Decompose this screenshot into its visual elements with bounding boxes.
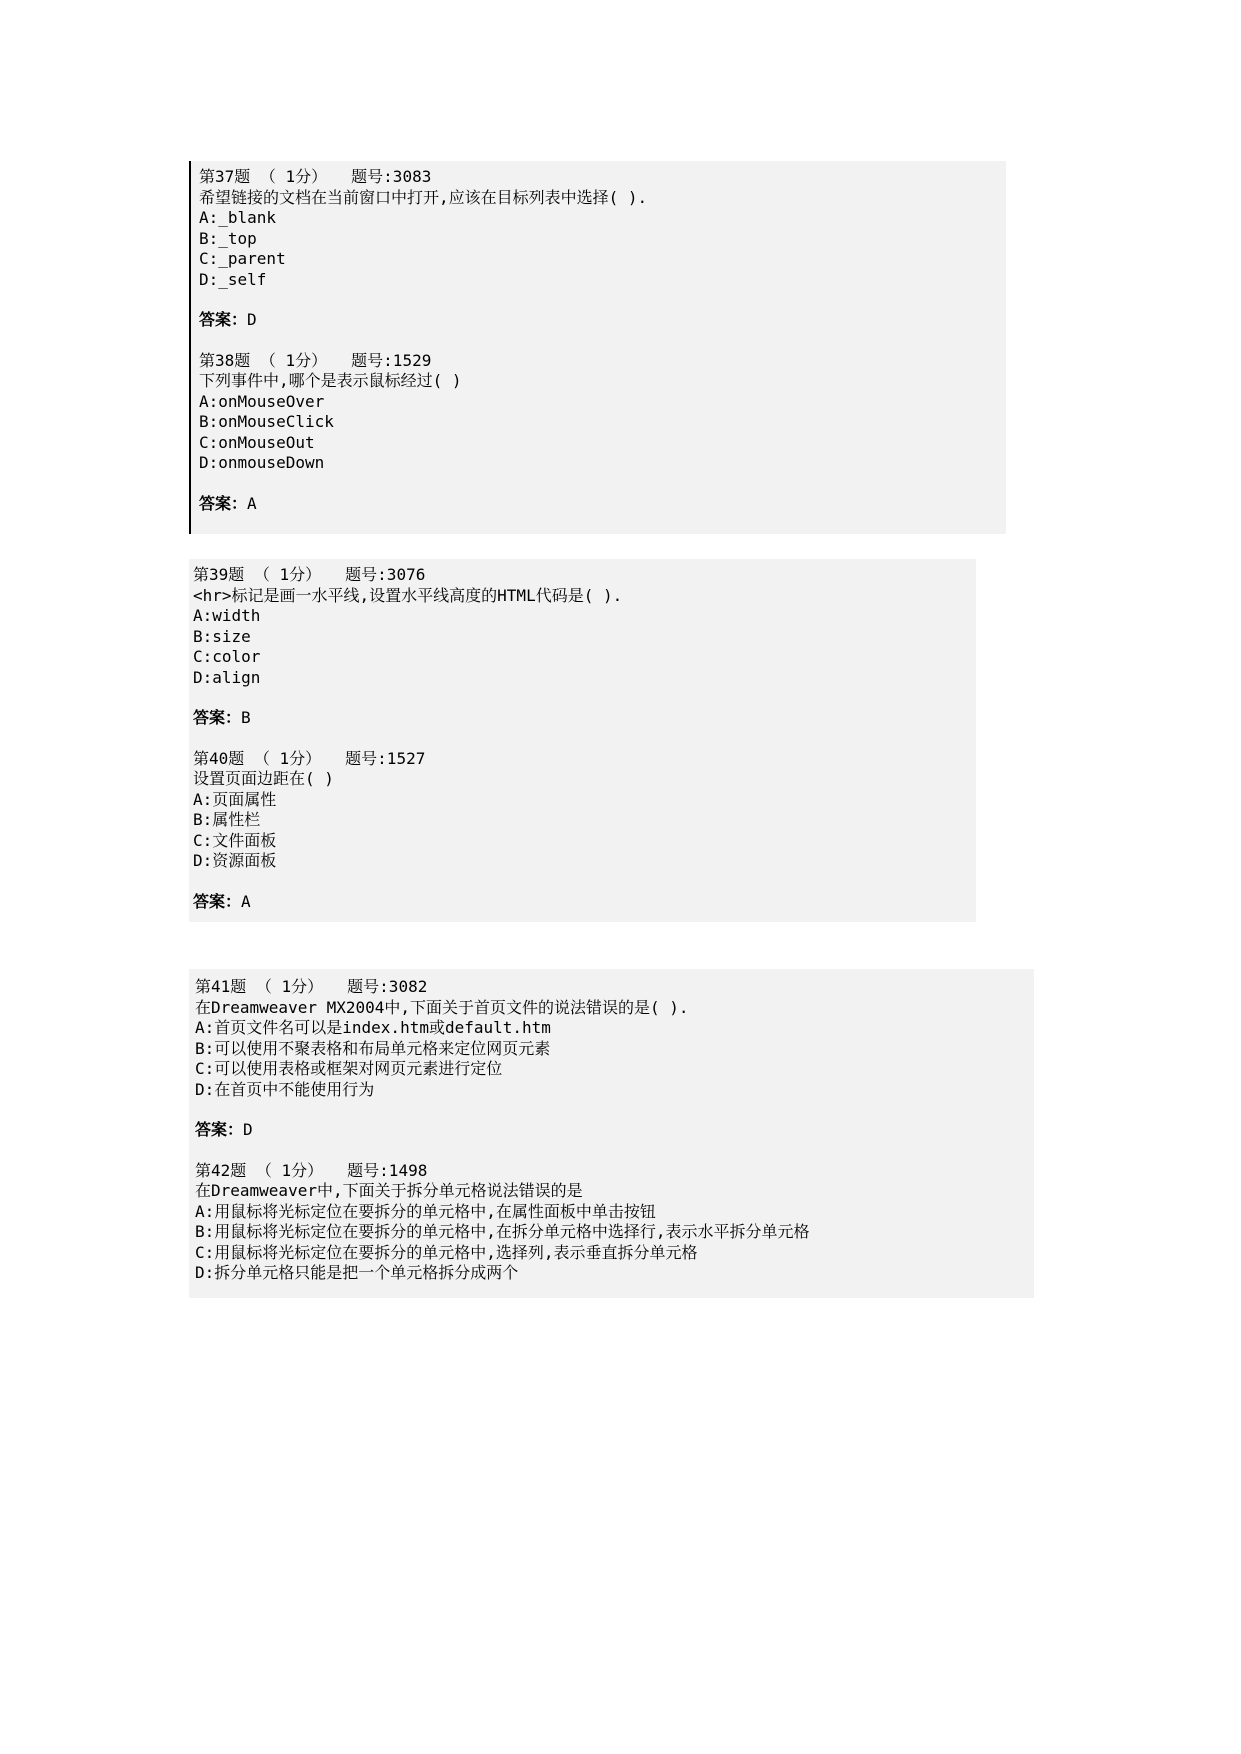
answer-label: 答案： <box>199 310 248 329</box>
answer-value: D <box>243 1120 253 1139</box>
question-panel <box>189 969 1034 1298</box>
question-stem: 下列事件中,哪个是表示鼠标经过( ) <box>199 371 462 390</box>
option-b: B:属性栏 <box>193 810 261 829</box>
option-d: D:onmouseDown <box>199 453 325 472</box>
option-b: B:可以使用不聚表格和布局单元格来定位网页元素 <box>195 1038 551 1058</box>
option-c: C:_parent <box>199 249 286 268</box>
answer-value: B <box>241 708 251 727</box>
question-number: 题号:3083 <box>351 167 432 186</box>
question-stem: 在Dreamweaver MX2004中,下面关于首页文件的说法错误的是( ). <box>195 997 689 1017</box>
question-heading: 第42题 （ 1分） <box>195 1160 324 1180</box>
option-c: C:onMouseOut <box>199 432 315 452</box>
question-39 <box>193 565 622 729</box>
question-number: 题号:3076 <box>345 565 426 584</box>
option-a: A:width <box>193 606 261 625</box>
option-b: B:用鼠标将光标定位在要拆分的单元格中,在拆分单元格中选择行,表示水平拆分单元格 <box>195 1222 810 1241</box>
answer-label: 答案： <box>195 1120 244 1139</box>
option-d: D:在首页中不能使用行为 <box>195 1079 375 1099</box>
option-a: A:页面属性 <box>193 789 277 809</box>
question-heading: 第39题 （ 1分） <box>193 565 322 584</box>
answer-value: A <box>241 891 251 911</box>
question-41 <box>195 977 810 1141</box>
question-37 <box>199 167 647 331</box>
question-number: 题号:1498 <box>347 1160 428 1180</box>
question-panel <box>189 559 976 922</box>
question-number: 题号:1527 <box>345 748 426 768</box>
question-38 <box>199 351 647 515</box>
option-a: A:用鼠标将光标定位在要拆分的单元格中,在属性面板中单击按钮 <box>195 1201 656 1221</box>
option-d: D:拆分单元格只能是把一个单元格拆分成两个 <box>195 1263 519 1282</box>
option-b: B:size <box>193 626 251 646</box>
answer-line <box>193 892 622 913</box>
answer-line <box>195 1120 810 1141</box>
option-c: C:可以使用表格或框架对网页元素进行定位 <box>195 1059 503 1078</box>
question-42 <box>195 1161 810 1284</box>
option-b: B:onMouseClick <box>199 412 334 431</box>
question-stem: 设置页面边距在( ) <box>193 769 334 788</box>
option-d: D:align <box>193 667 261 687</box>
question-stem: <hr>标记是画一水平线,设置水平线高度的HTML代码是( ). <box>193 585 623 605</box>
question-stem: 希望链接的文档在当前窗口中打开,应该在目标列表中选择( ). <box>199 187 648 207</box>
answer-label: 答案： <box>199 493 248 513</box>
question-heading: 第40题 （ 1分） <box>193 748 322 768</box>
question-heading: 第38题 （ 1分） <box>199 350 328 370</box>
question-number: 题号:1529 <box>351 350 432 370</box>
option-c: C:文件面板 <box>193 830 277 850</box>
question-heading: 第37题 （ 1分） <box>199 167 328 186</box>
question-40 <box>193 749 622 913</box>
answer-line <box>199 494 647 515</box>
question-number: 题号:3082 <box>347 977 428 996</box>
option-a: A:_blank <box>199 208 277 227</box>
option-a: A:首页文件名可以是index.htm或default.htm <box>195 1018 551 1037</box>
answer-line <box>193 708 622 729</box>
answer-value: A <box>247 493 257 513</box>
option-c: C:用鼠标将光标定位在要拆分的单元格中,选择列,表示垂直拆分单元格 <box>195 1242 698 1262</box>
answer-line <box>199 310 647 331</box>
answer-label: 答案： <box>193 891 242 911</box>
question-panel <box>189 161 1006 534</box>
question-heading: 第41题 （ 1分） <box>195 977 324 996</box>
option-c: C:color <box>193 647 261 666</box>
question-stem: 在Dreamweaver中,下面关于拆分单元格说法错误的是 <box>195 1181 583 1200</box>
option-a: A:onMouseOver <box>199 391 325 411</box>
option-d: D:_self <box>199 269 267 289</box>
answer-value: D <box>247 310 257 329</box>
answer-label: 答案： <box>193 708 242 727</box>
option-b: B:_top <box>199 228 257 248</box>
option-d: D:资源面板 <box>193 851 277 870</box>
